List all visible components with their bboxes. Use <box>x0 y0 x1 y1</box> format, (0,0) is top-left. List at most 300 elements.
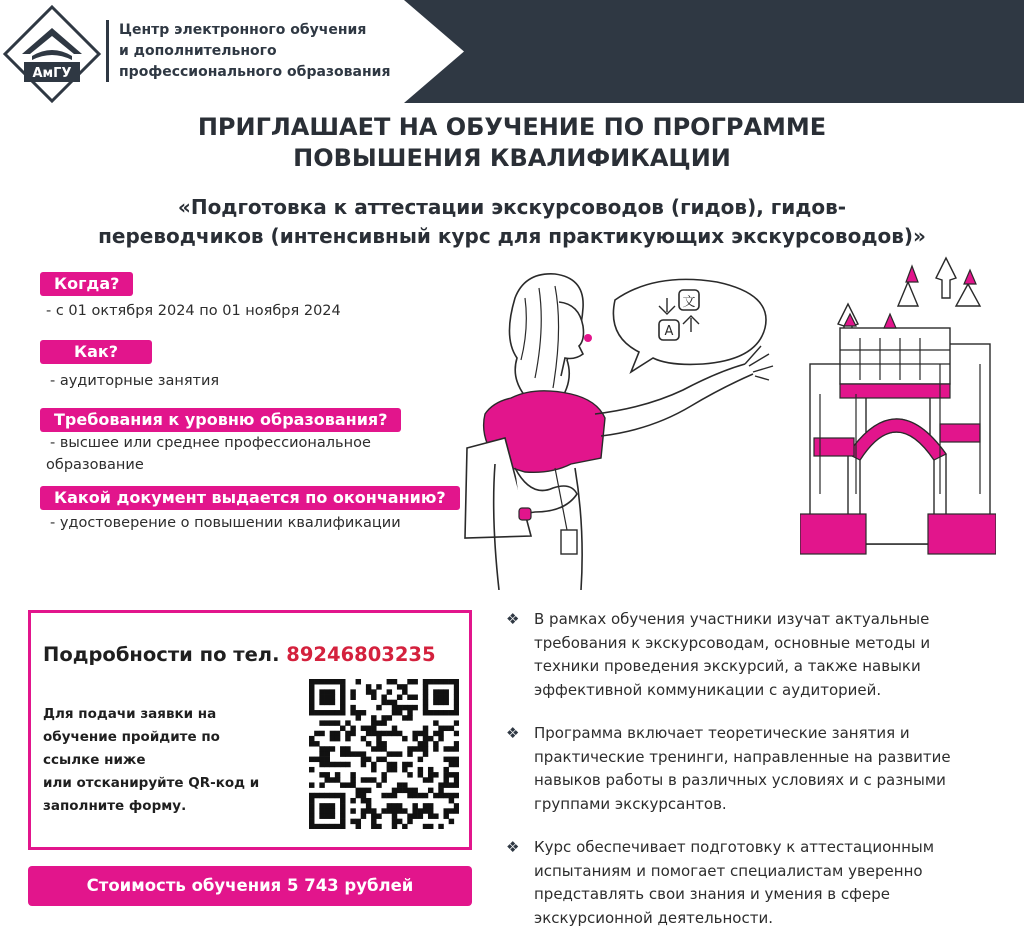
qr-module <box>350 726 355 731</box>
qr-module <box>423 741 428 746</box>
qr-module <box>356 788 361 793</box>
qr-module <box>330 689 335 694</box>
qr-module <box>381 746 386 751</box>
qr-module <box>361 710 366 715</box>
qr-module <box>371 695 376 700</box>
qr-module <box>319 751 324 756</box>
qr-module <box>423 679 428 684</box>
qr-module <box>428 710 433 715</box>
question-education-label: Требования к уровню образования? <box>40 408 401 432</box>
qr-module <box>407 793 412 798</box>
qr-module <box>433 772 438 777</box>
qr-module <box>309 782 314 787</box>
course-line: переводчиков (интенсивный курс для практикующих экскурсоводов)» <box>98 224 926 248</box>
qr-module <box>433 695 438 700</box>
qr-module <box>325 700 330 705</box>
logo-text: АмГУ <box>32 66 72 81</box>
qr-module <box>449 798 454 803</box>
qr-module <box>330 762 335 767</box>
qr-module <box>325 824 330 829</box>
qr-module <box>371 731 376 736</box>
qr-module <box>350 772 355 777</box>
qr-module <box>319 731 324 736</box>
qr-module <box>402 762 407 767</box>
qr-module <box>449 746 454 751</box>
qr-module <box>387 762 392 767</box>
page-title <box>0 112 1024 174</box>
qr-module <box>443 700 448 705</box>
bullet-item <box>506 722 1006 822</box>
qr-module <box>376 741 381 746</box>
qr-module <box>325 746 330 751</box>
qr-module <box>371 746 376 751</box>
qr-module <box>330 803 335 808</box>
course-line: «Подготовка к аттестации экскурсоводов (гидов), гидов- <box>177 195 847 219</box>
qr-module <box>319 762 324 767</box>
qr-module <box>423 684 428 689</box>
qr-code[interactable] <box>309 679 459 829</box>
qr-module <box>314 731 319 736</box>
qr-module <box>392 710 397 715</box>
qr-module <box>392 731 397 736</box>
qr-module <box>407 746 412 751</box>
qr-module <box>387 679 392 684</box>
qr-module <box>392 824 397 829</box>
qr-module <box>454 772 459 777</box>
qr-module <box>309 803 314 808</box>
qr-module <box>366 741 371 746</box>
qr-module <box>454 777 459 782</box>
qr-module <box>402 808 407 813</box>
qr-module <box>423 695 428 700</box>
qr-module <box>350 751 355 756</box>
qr-module <box>454 705 459 710</box>
qr-module <box>397 710 402 715</box>
qr-module <box>402 824 407 829</box>
qr-module <box>423 700 428 705</box>
qr-module <box>330 824 335 829</box>
qr-module <box>402 736 407 741</box>
qr-module <box>314 824 319 829</box>
qr-module <box>350 777 355 782</box>
qr-module <box>325 679 330 684</box>
question-document-label: Какой документ выдается по окончанию? <box>40 486 460 510</box>
qr-module <box>330 813 335 818</box>
qr-module <box>376 746 381 751</box>
qr-module <box>449 793 454 798</box>
qr-module <box>340 746 345 751</box>
qr-module <box>371 726 376 731</box>
qr-module <box>454 762 459 767</box>
qr-module <box>402 767 407 772</box>
qr-module <box>345 731 350 736</box>
qr-module <box>443 757 448 762</box>
phone-label: Подробности по тел. <box>43 643 280 666</box>
question-how-label: Как? <box>40 340 152 364</box>
qr-module <box>340 689 345 694</box>
qr-module <box>412 736 417 741</box>
qr-module <box>371 819 376 824</box>
qr-module <box>397 808 402 813</box>
qr-module <box>309 741 314 746</box>
qr-module <box>335 710 340 715</box>
bullet-line: В рамках обучения участники изучат актуальные <box>534 610 930 628</box>
qr-module <box>325 808 330 813</box>
qr-module <box>428 803 433 808</box>
bullet-line: Курс обеспечивает подготовку к аттестационным <box>534 838 935 856</box>
qr-module <box>340 793 345 798</box>
qr-module <box>433 679 438 684</box>
apply-line: заполните форму. <box>43 798 187 814</box>
answer-education-line1: - высшее или среднее профессиональное <box>50 435 371 451</box>
phone-number-link[interactable]: 89246803235 <box>286 643 436 666</box>
qr-module <box>392 726 397 731</box>
qr-module <box>381 700 386 705</box>
qr-module <box>418 731 423 736</box>
qr-module <box>371 777 376 782</box>
answer-when: - с 01 октября 2024 по 01 ноября 2024 <box>46 303 341 319</box>
svg-text:文: 文 <box>682 295 696 310</box>
qr-module <box>381 731 386 736</box>
qr-module <box>340 762 345 767</box>
qr-module <box>340 798 345 803</box>
qr-module <box>397 782 402 787</box>
qr-module <box>418 793 423 798</box>
qr-module <box>366 689 371 694</box>
qr-module <box>381 720 386 725</box>
bullet-line: Программа включает теоретические занятия и <box>534 724 910 742</box>
qr-module <box>345 762 350 767</box>
qr-module <box>376 705 381 710</box>
qr-module <box>449 819 454 824</box>
qr-module <box>366 788 371 793</box>
qr-module <box>345 782 350 787</box>
qr-module <box>392 808 397 813</box>
qr-module <box>443 782 448 787</box>
qr-module <box>454 803 459 808</box>
qr-module <box>376 731 381 736</box>
qr-module <box>381 741 386 746</box>
qr-module <box>361 726 366 731</box>
bullet-diamond-icon: ❖ <box>506 610 520 628</box>
bullet-text <box>534 836 934 930</box>
qr-module <box>345 751 350 756</box>
qr-module <box>381 715 386 720</box>
org-line: Центр электронного обучения <box>119 22 367 38</box>
qr-module <box>392 751 397 756</box>
qr-module <box>449 679 454 684</box>
qr-module <box>376 824 381 829</box>
qr-module <box>361 751 366 756</box>
bullet-text <box>534 608 930 702</box>
qr-module <box>319 772 324 777</box>
qr-module <box>366 808 371 813</box>
qr-module <box>423 689 428 694</box>
qr-module <box>319 782 324 787</box>
qr-module <box>330 793 335 798</box>
org-name <box>119 20 419 83</box>
qr-module <box>402 705 407 710</box>
apply-instructions <box>43 703 313 818</box>
qr-module <box>443 767 448 772</box>
qr-module <box>402 782 407 787</box>
qr-module <box>438 731 443 736</box>
qr-module <box>330 736 335 741</box>
qr-module <box>387 751 392 756</box>
qr-module <box>454 710 459 715</box>
qr-module <box>381 695 386 700</box>
qr-module <box>356 751 361 756</box>
qr-module <box>423 824 428 829</box>
qr-module <box>397 731 402 736</box>
qr-module <box>392 813 397 818</box>
apply-line: Для подачи заявки на <box>43 706 217 722</box>
qr-module <box>371 715 376 720</box>
guide-woman-illustration <box>455 268 800 590</box>
qr-module <box>335 731 340 736</box>
qr-module <box>454 684 459 689</box>
qr-module <box>423 808 428 813</box>
price-banner: Стоимость обучения 5 743 рублей <box>28 866 472 906</box>
answer-document: - удостоверение о повышении квалификации <box>50 515 401 531</box>
qr-module <box>392 762 397 767</box>
qr-module <box>350 819 355 824</box>
qr-module <box>438 700 443 705</box>
qr-module <box>335 777 340 782</box>
qr-module <box>449 772 454 777</box>
qr-module <box>350 731 355 736</box>
qr-module <box>376 684 381 689</box>
qr-module <box>392 705 397 710</box>
qr-module <box>309 798 314 803</box>
bullet-item <box>506 608 1006 708</box>
qr-module <box>314 793 319 798</box>
qr-module <box>433 746 438 751</box>
qr-module <box>330 746 335 751</box>
qr-module <box>407 762 412 767</box>
qr-module <box>361 762 366 767</box>
qr-module <box>340 710 345 715</box>
qr-module <box>397 705 402 710</box>
qr-module <box>407 695 412 700</box>
qr-module <box>443 726 448 731</box>
qr-module <box>449 808 454 813</box>
qr-module <box>345 736 350 741</box>
qr-module <box>340 782 345 787</box>
qr-module <box>350 710 355 715</box>
qr-module <box>443 695 448 700</box>
qr-module <box>376 757 381 762</box>
qr-module <box>345 720 350 725</box>
qr-module <box>443 808 448 813</box>
qr-module <box>407 710 412 715</box>
qr-module <box>340 824 345 829</box>
qr-module <box>423 736 428 741</box>
qr-module <box>340 819 345 824</box>
qr-module <box>387 700 392 705</box>
apply-line: или отсканируйте QR-код и <box>43 775 260 791</box>
qr-module <box>443 710 448 715</box>
qr-module <box>330 700 335 705</box>
qr-module <box>392 788 397 793</box>
bullet-line: испытаниям и помогает специалистам уверенно <box>534 861 923 880</box>
qr-module <box>418 741 423 746</box>
qr-module <box>433 741 438 746</box>
qr-module <box>412 731 417 736</box>
qr-module <box>325 772 330 777</box>
bullet-line: навыков работы в различных условиях и с разными <box>534 771 946 789</box>
qr-module <box>392 819 397 824</box>
bullet-diamond-icon: ❖ <box>506 724 520 742</box>
qr-module <box>423 793 428 798</box>
qr-module <box>428 808 433 813</box>
qr-module <box>443 746 448 751</box>
qr-module <box>381 793 386 798</box>
bullet-item <box>506 836 1006 936</box>
qr-module <box>361 793 366 798</box>
qr-module <box>366 803 371 808</box>
qr-module <box>381 772 386 777</box>
qr-module <box>319 746 324 751</box>
qr-module <box>371 767 376 772</box>
qr-module <box>309 767 314 772</box>
qr-module <box>387 715 392 720</box>
qr-module <box>319 813 324 818</box>
qr-module <box>319 689 324 694</box>
qr-module <box>335 793 340 798</box>
qr-module <box>412 813 417 818</box>
org-divider <box>106 20 109 82</box>
qr-module <box>423 777 428 782</box>
qr-module <box>418 767 423 772</box>
qr-module <box>454 808 459 813</box>
qr-module <box>402 715 407 720</box>
qr-module <box>407 751 412 756</box>
title-line: ПОВЫШЕНИЯ КВАЛИФИКАЦИИ <box>293 144 731 172</box>
qr-module <box>433 700 438 705</box>
qr-module <box>325 757 330 762</box>
qr-module <box>340 684 345 689</box>
qr-module <box>449 782 454 787</box>
qr-module <box>454 793 459 798</box>
title-line: ПРИГЛАШАЕТ НА ОБУЧЕНИЕ ПО ПРОГРАММЕ <box>197 113 827 141</box>
qr-module <box>319 757 324 762</box>
qr-module <box>387 689 392 694</box>
qr-module <box>314 710 319 715</box>
qr-module <box>407 788 412 793</box>
qr-module <box>361 788 366 793</box>
qr-module <box>423 726 428 731</box>
qr-module <box>366 731 371 736</box>
qr-module <box>407 772 412 777</box>
qr-module <box>392 767 397 772</box>
qr-module <box>423 705 428 710</box>
qr-module <box>319 720 324 725</box>
qr-module <box>309 700 314 705</box>
qr-module <box>438 824 443 829</box>
qr-module <box>325 710 330 715</box>
qr-module <box>428 788 433 793</box>
qr-module <box>449 757 454 762</box>
qr-module <box>309 736 314 741</box>
qr-module <box>428 813 433 818</box>
qr-module <box>387 767 392 772</box>
qr-module <box>309 705 314 710</box>
qr-module <box>387 731 392 736</box>
qr-module <box>325 803 330 808</box>
qr-module <box>309 689 314 694</box>
qr-module <box>335 762 340 767</box>
qr-module <box>350 798 355 803</box>
qr-module <box>412 705 417 710</box>
qr-module <box>387 793 392 798</box>
apply-line: ссылке ниже <box>43 752 146 768</box>
qr-module <box>371 720 376 725</box>
qr-module <box>361 757 366 762</box>
qr-module <box>376 720 381 725</box>
qr-module <box>443 679 448 684</box>
qr-module <box>309 824 314 829</box>
qr-module <box>449 726 454 731</box>
qr-module <box>340 808 345 813</box>
qr-module <box>433 793 438 798</box>
qr-module <box>366 777 371 782</box>
qr-module <box>433 689 438 694</box>
answer-education-line2: образование <box>46 457 144 473</box>
bullet-line: техники проведения экскурсий, а также навыки <box>534 657 921 675</box>
qr-module <box>407 679 412 684</box>
qr-module <box>438 788 443 793</box>
qr-module <box>350 782 355 787</box>
qr-module <box>433 731 438 736</box>
qr-module <box>454 700 459 705</box>
qr-module <box>340 705 345 710</box>
qr-module <box>443 813 448 818</box>
bullet-line: эффективной коммуникации с аудиторией. <box>534 680 882 699</box>
question-when-label: Когда? <box>40 272 133 296</box>
qr-module <box>392 700 397 705</box>
qr-module <box>397 788 402 793</box>
qr-module <box>438 726 443 731</box>
qr-module <box>381 777 386 782</box>
qr-module <box>330 777 335 782</box>
qr-module <box>454 782 459 787</box>
qr-module <box>397 803 402 808</box>
qr-module <box>387 808 392 813</box>
qr-module <box>418 808 423 813</box>
qr-module <box>438 736 443 741</box>
qr-module <box>412 803 417 808</box>
qr-module <box>443 793 448 798</box>
qr-module <box>325 720 330 725</box>
qr-module <box>412 695 417 700</box>
bullet-line: требования к экскурсоводам, основные методы и <box>534 633 931 652</box>
bullet-line: практические тренинги, направленные на развитие <box>534 747 951 766</box>
qr-module <box>407 813 412 818</box>
qr-module <box>325 689 330 694</box>
qr-module <box>443 777 448 782</box>
qr-module <box>438 689 443 694</box>
answer-how: - аудиторные занятия <box>50 373 220 389</box>
qr-module <box>428 736 433 741</box>
qr-module <box>319 803 324 808</box>
qr-module <box>433 720 438 725</box>
qr-module <box>371 813 376 818</box>
qr-module <box>449 762 454 767</box>
qr-module <box>350 695 355 700</box>
qr-module <box>412 746 417 751</box>
qr-module <box>350 808 355 813</box>
